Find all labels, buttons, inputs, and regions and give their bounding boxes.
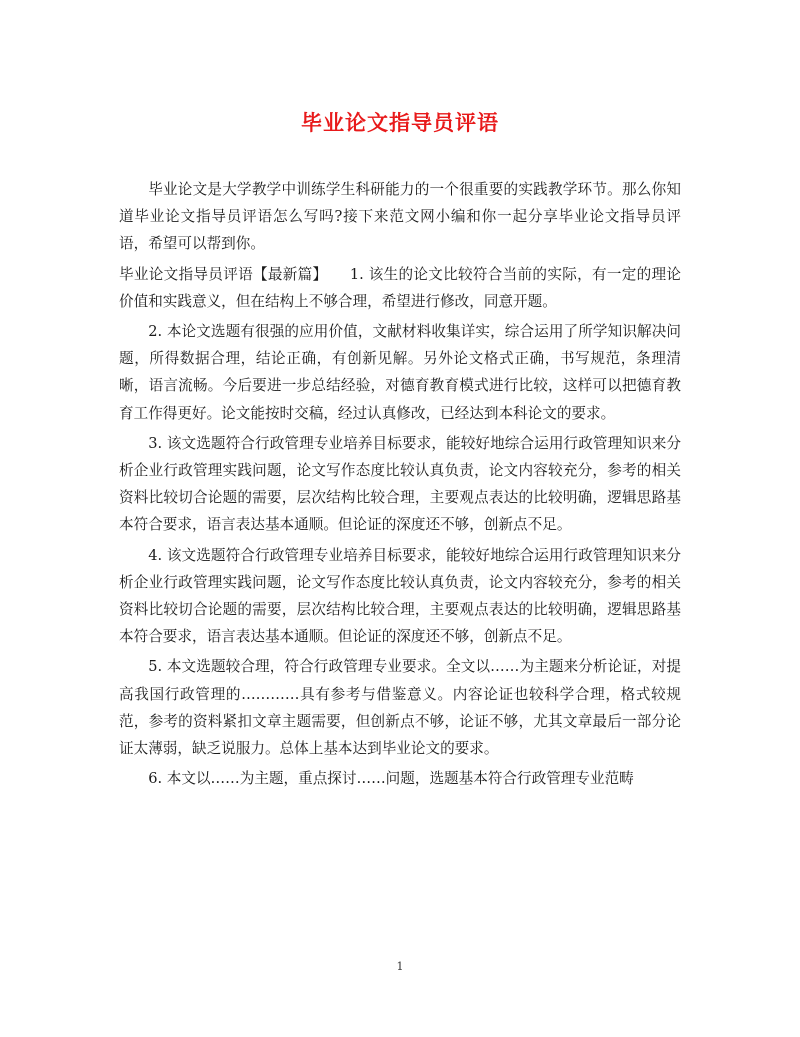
comment-paragraph-1: 毕业论文指导员评语【最新篇】 1. 该生的论文比较符合当前的实际，有一定的理论价值和实践意义，但在结构上不够合理，希望进行修改，同意开题。 <box>119 265 681 310</box>
comment-paragraph-6: 6. 本文以……为主题，重点探讨……问题，选题基本符合行政管理专业范畴 <box>148 770 634 788</box>
document-title: 毕业论文指导员评语 <box>301 110 499 135</box>
comment-paragraph-5: 5. 本文选题较合理，符合行政管理专业要求。全文以……为主题来分析论证，对提高我国行政管理的…………具有参考与借鉴意义。内容论证也较科学合理，格式较规范，参考的资料紧扣文章主题需要，但创新点不够，论证不够，尤其文章最后一部分论证太薄弱，缺乏说服力。总体上基本达到毕业论文的要求。 <box>119 658 681 758</box>
intro-paragraph: 毕业论文是大学教学中训练学生科研能力的一个很重要的实践教学环节。那么你知道毕业论文指导员评语怎么写吗?接下来范文网小编和你一起分享毕业论文指导员评语，希望可以帮到你。 <box>119 181 681 253</box>
comment-paragraph-3: 3. 该文选题符合行政管理专业培养目标要求，能较好地综合运用行政管理知识来分析企业行政管理实践问题，论文写作态度比较认真负责，论文内容较充分，参考的相关资料比较切合论题的需要，层次结构比较合理，主要观点表达的比较明确，逻辑思路基本符合要求，语言表达基本通顺。但论证的深度还不够，创新点不足。 <box>119 434 681 534</box>
page-number: 1 <box>396 960 404 973</box>
document-body <box>119 176 681 792</box>
comment-paragraph-2: 2. 本论文选题有很强的应用价值，文献材料收集详实，综合运用了所学知识解决问题，所得数据合理，结论正确，有创新见解。另外论文格式正确，书写规范，条理清晰，语言流畅。今后要进一步总结经验，对德育教育模式进行比较，这样可以把德育教育工作得更好。论文能按时交稿，经过认真修改，已经达到本科论文的要求。 <box>119 323 681 422</box>
comment-paragraph-4: 4. 该文选题符合行政管理专业培养目标要求，能较好地综合运用行政管理知识来分析企业行政管理实践问题，论文写作态度比较认真负责，论文内容较充分，参考的相关资料比较切合论题的需要，层次结构比较合理，主要观点表达的比较明确，逻辑思路基本符合要求，语言表达基本通顺。但论证的深度还不够，创新点不足。 <box>119 546 681 646</box>
